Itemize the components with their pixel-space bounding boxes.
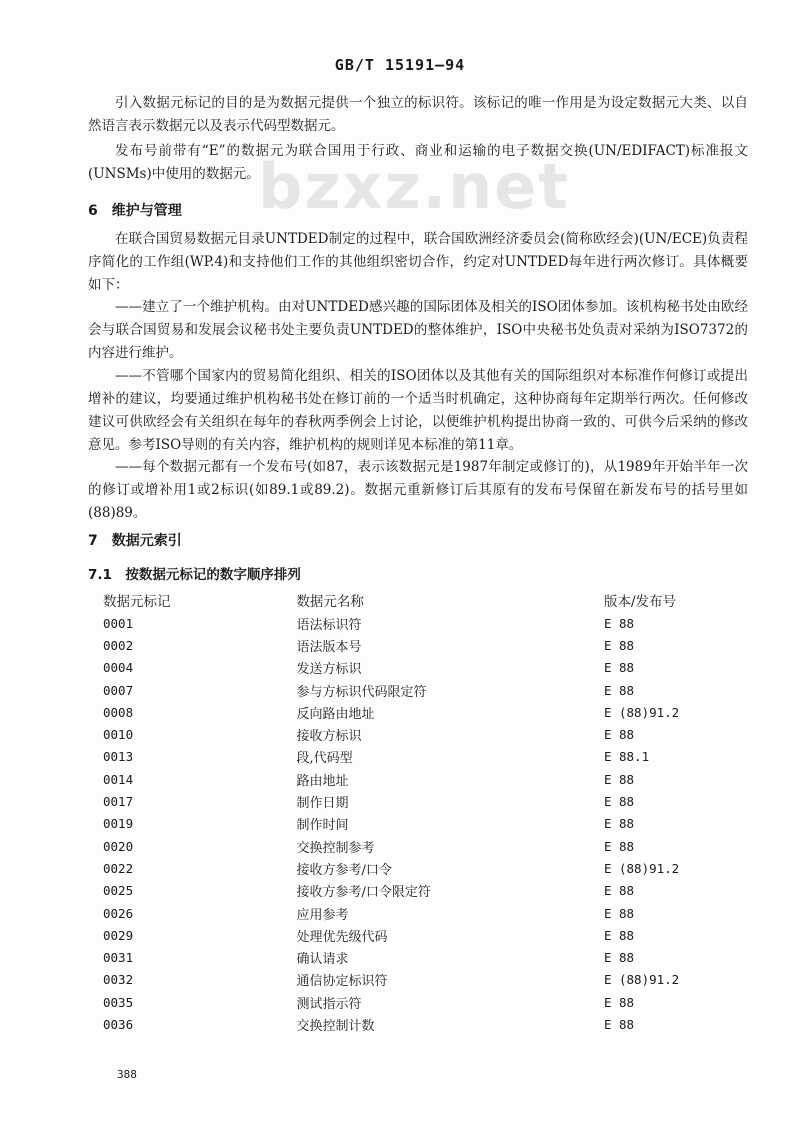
- table-row: [103, 657, 723, 679]
- section-6-title: 6 维护与管理: [88, 203, 182, 219]
- intro-paragraph-1: 引入数据元标记的目的是为数据元提供一个独立的标识符。该标记的唯一作用是为设定数据元大类、以自然语言表示数据元以及表示代码型数据元。: [88, 95, 748, 134]
- intro-paragraph-2: 发布号前带有“E”的数据元为联合国用于行政、商业和运输的电子数据交换(UN/EDIFACT)标准报文(UNSMs)中使用的数据元。: [88, 143, 748, 182]
- header-element-name: 数据元名称: [296, 594, 364, 610]
- table-row: [103, 813, 723, 835]
- version-cell: E 88: [603, 994, 635, 1010]
- version-cell: E 88: [603, 816, 635, 832]
- element-name-cell: 接收方参考/口令限定符: [296, 885, 431, 901]
- table-row: [103, 790, 723, 812]
- element-tag-cell: 0017: [103, 794, 134, 810]
- version-cell: E 88: [603, 660, 635, 676]
- table-row: [103, 924, 723, 946]
- element-tag-cell: 0020: [103, 838, 134, 854]
- version-cell: E 88: [603, 794, 635, 810]
- element-tag-cell: 0026: [103, 905, 134, 921]
- element-name-cell: 确认请求: [296, 952, 349, 968]
- data-element-index-table: [103, 588, 723, 1036]
- element-name-cell: 接收方标识: [296, 729, 362, 745]
- element-tag-cell: 0008: [103, 704, 134, 720]
- table-row: [103, 768, 723, 790]
- element-tag-cell: 0032: [103, 972, 134, 988]
- table-body: [103, 612, 723, 1036]
- element-tag-cell: 0002: [103, 637, 134, 653]
- element-tag-cell: 0036: [103, 1016, 134, 1032]
- version-cell: E 88: [603, 727, 635, 743]
- element-name-cell: 制作日期: [296, 796, 349, 812]
- table-header-row: [103, 588, 723, 612]
- version-cell: E (88)91.2: [603, 860, 680, 876]
- version-cell: E 88: [603, 838, 635, 854]
- version-cell: E 88.1: [603, 749, 650, 765]
- element-name-cell: 反向路由地址: [296, 706, 375, 722]
- version-cell: E 88: [603, 927, 635, 943]
- watermark: bzxz.net: [258, 150, 570, 223]
- table-row: [103, 612, 723, 634]
- table-row: [103, 746, 723, 768]
- element-tag-cell: 0029: [103, 927, 134, 943]
- table-row: [103, 946, 723, 968]
- element-name-cell: 通信协定标识符: [296, 974, 388, 990]
- element-name-cell: 接收方参考/口令: [296, 862, 392, 878]
- element-name-cell: 路由地址: [296, 773, 349, 789]
- page-number: 388: [117, 1068, 137, 1081]
- version-cell: E 88: [603, 615, 635, 631]
- element-tag-cell: 0010: [103, 727, 134, 743]
- version-cell: E 88: [603, 883, 635, 899]
- element-tag-cell: 0019: [103, 816, 134, 832]
- table-row: [103, 880, 723, 902]
- table-row: [103, 723, 723, 745]
- standard-number-header: GB/T 15191—94: [334, 56, 466, 74]
- element-tag-cell: 0001: [103, 615, 134, 631]
- table-row: [103, 991, 723, 1013]
- element-name-cell: 测试指示符: [296, 996, 362, 1012]
- element-tag-cell: 0007: [103, 682, 134, 698]
- table-row: [103, 902, 723, 924]
- section-6-item-2: ——不管哪个国家内的贸易简化组织、相关的ISO团体以及其他有关的国际组织对本标准作何修订或提出增补的建议，均要通过维护机构秘书处在修订前的一个适当时机确定，这种协商每年定期举行两次。任何修改建议可供欧经会有关组织在每年的春秋两季例会上讨论，以便维护机构提出协商一致的、可供今后采纳的修改意见。参考ISO导则的有关内容，维护机构的规则详见本标准的第11章。: [88, 368, 748, 453]
- element-tag-cell: 0022: [103, 860, 134, 876]
- table-row: [103, 969, 723, 991]
- version-cell: E 88: [603, 950, 635, 966]
- element-name-cell: 制作时间: [296, 818, 349, 834]
- element-tag-cell: 0014: [103, 771, 134, 787]
- element-tag-cell: 0025: [103, 883, 134, 899]
- table-row: [103, 835, 723, 857]
- table-row: [103, 857, 723, 879]
- table-row: [103, 679, 723, 701]
- element-name-cell: 处理优先级代码: [296, 929, 388, 945]
- version-cell: E (88)91.2: [603, 972, 680, 988]
- table-row: [103, 1013, 723, 1035]
- section-6-paragraph: 在联合国贸易数据元目录UNTDED制定的过程中，联合国欧洲经济委员会(简称欧经会)(UN/ECE)负责程序简化的工作组(WP.4)和支持他们工作的其他组织密切合作，约定对UNTDED每年进行两次修订。具体概要如下：: [88, 231, 748, 293]
- version-cell: E 88: [603, 1016, 635, 1032]
- version-cell: E (88)91.2: [603, 704, 680, 720]
- section-7-title: 7 数据元索引: [88, 533, 182, 549]
- element-tag-cell: 0004: [103, 660, 134, 676]
- element-tag-cell: 0035: [103, 994, 134, 1010]
- element-name-cell: 发送方标识: [296, 662, 362, 678]
- version-cell: E 88: [603, 682, 635, 698]
- header-version: 版本/发布号: [603, 594, 677, 610]
- element-name-cell: 交换控制计数: [296, 1018, 375, 1034]
- table-row: [103, 701, 723, 723]
- header-element-tag: 数据元标记: [103, 594, 171, 610]
- element-name-cell: 参与方标识代码限定符: [296, 684, 427, 700]
- version-cell: E 88: [603, 771, 635, 787]
- element-name-cell: 语法版本号: [296, 639, 362, 655]
- element-name-cell: 交换控制参考: [296, 840, 375, 856]
- element-tag-cell: 0013: [103, 749, 134, 765]
- section-6-item-3: ——每个数据元都有一个发布号(如87，表示该数据元是1987年制定或修订的)，从1989年开始半年一次的修订或增补用1或2标识(如89.1或89.2)。数据元重新修订后其原有的发布号保留在新发布号的括号里如(88)89。: [88, 459, 748, 521]
- element-name-cell: 段,代码型: [296, 751, 353, 767]
- version-cell: E 88: [603, 637, 635, 653]
- element-name-cell: 语法标识符: [296, 617, 362, 633]
- element-name-cell: 应用参考: [296, 907, 349, 923]
- section-7-1-title: 7.1 按数据元标记的数字顺序排列: [88, 567, 301, 583]
- version-cell: E 88: [603, 905, 635, 921]
- section-6-item-1: ——建立了一个维护机构。由对UNTDED感兴趣的国际团体及相关的ISO团体参加。该机构秘书处由欧经会与联合国贸易和发展会议秘书处主要负责UNTDED的整体维护，ISO中央秘书处负责对采纳为ISO7372的内容进行维护。: [88, 299, 748, 361]
- element-tag-cell: 0031: [103, 950, 134, 966]
- table-row: [103, 634, 723, 656]
